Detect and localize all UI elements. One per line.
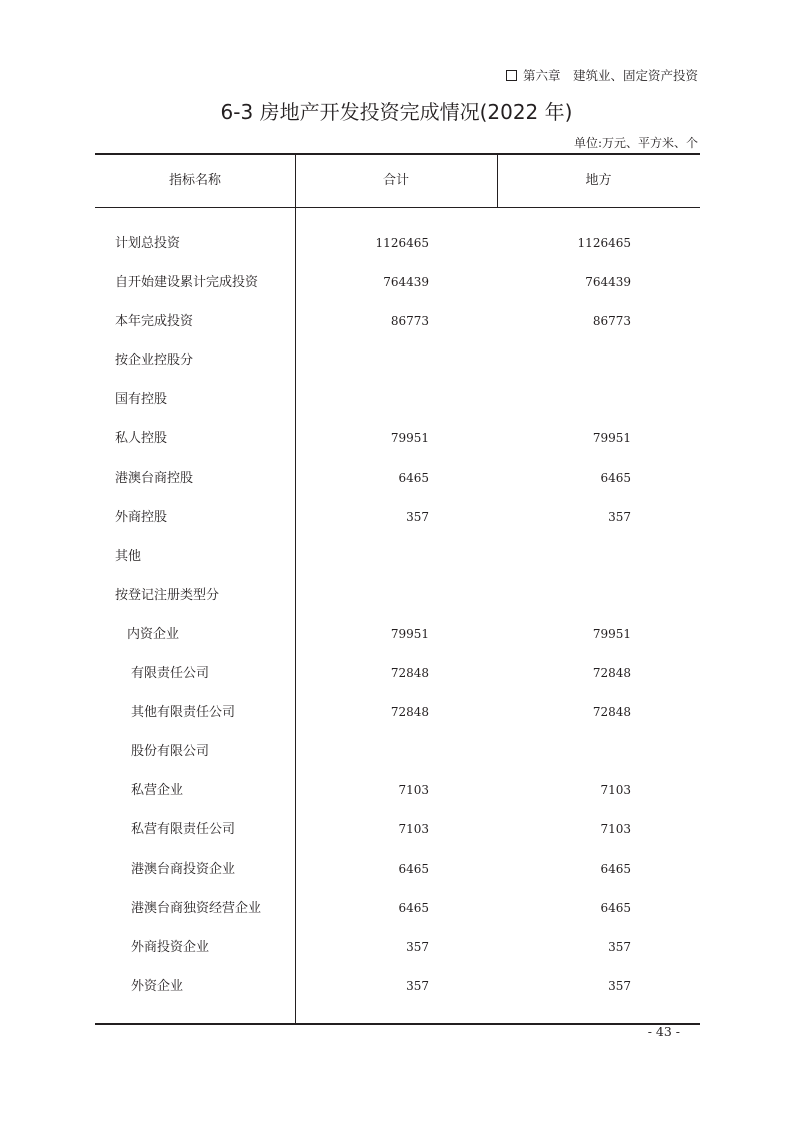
unit-note: 单位:万元、平方米、个 bbox=[573, 136, 698, 150]
table-row bbox=[95, 263, 700, 302]
row-local-value: 357 bbox=[608, 978, 631, 993]
row-label: 港澳台商控股 bbox=[115, 470, 194, 486]
row-label: 股份有限公司 bbox=[131, 744, 210, 760]
row-total-value: 357 bbox=[406, 939, 429, 954]
row-local-value: 764439 bbox=[585, 275, 631, 290]
row-total-value: 7103 bbox=[398, 783, 429, 798]
table-row bbox=[95, 889, 700, 928]
row-total-value: 86773 bbox=[390, 314, 429, 329]
row-label: 港澳台商投资企业 bbox=[131, 861, 236, 877]
row-local-value: 7103 bbox=[600, 822, 631, 837]
table-body bbox=[95, 224, 700, 1006]
table-row bbox=[95, 498, 700, 537]
row-local-value: 79951 bbox=[592, 626, 631, 641]
table-row bbox=[95, 341, 700, 380]
table-row bbox=[95, 654, 700, 693]
table-row bbox=[95, 224, 700, 263]
data-table bbox=[95, 153, 700, 1025]
table-row bbox=[95, 380, 700, 419]
row-total-value: 6465 bbox=[398, 900, 429, 915]
row-label: 计划总投资 bbox=[115, 236, 181, 251]
row-label: 外商投资企业 bbox=[131, 939, 210, 955]
row-label: 其他有限责任公司 bbox=[131, 705, 236, 721]
table-row bbox=[95, 850, 700, 889]
row-label: 自开始建设累计完成投资 bbox=[115, 275, 259, 291]
row-label: 私营企业 bbox=[131, 783, 184, 799]
row-label: 按企业控股分 bbox=[115, 353, 194, 369]
row-total-value: 7103 bbox=[398, 822, 429, 837]
table-row bbox=[95, 693, 700, 732]
row-label: 私人控股 bbox=[115, 431, 168, 447]
row-total-value: 6465 bbox=[398, 861, 429, 876]
table-row bbox=[95, 537, 700, 576]
row-label: 国有控股 bbox=[115, 392, 168, 408]
row-total-value: 357 bbox=[406, 509, 429, 524]
row-local-value: 86773 bbox=[592, 314, 631, 329]
row-label: 按登记注册类型分 bbox=[115, 587, 220, 603]
table-row bbox=[95, 576, 700, 615]
column-header-total: 合计 bbox=[382, 173, 409, 188]
row-total-value: 357 bbox=[406, 978, 429, 993]
chapter-header bbox=[506, 66, 698, 84]
row-label: 其他 bbox=[115, 548, 142, 564]
row-total-value: 79951 bbox=[390, 626, 429, 641]
square-bullet-icon bbox=[506, 70, 517, 81]
row-total-value: 72848 bbox=[390, 666, 429, 681]
row-total-value: 79951 bbox=[390, 431, 429, 446]
table-bottom-rule bbox=[95, 1023, 700, 1025]
table-row bbox=[95, 732, 700, 771]
row-label: 外商控股 bbox=[115, 509, 168, 525]
row-label: 内资企业 bbox=[127, 626, 180, 642]
table-row bbox=[95, 810, 700, 849]
page-title: 6-3 房地产开发投资完成情况(2022 年) bbox=[220, 100, 573, 124]
row-local-value: 79951 bbox=[592, 431, 631, 446]
row-label: 有限责任公司 bbox=[131, 666, 210, 682]
row-local-value: 1126465 bbox=[577, 236, 631, 250]
page-number: - 43 - bbox=[647, 1024, 680, 1039]
table-row bbox=[95, 771, 700, 810]
row-local-value: 6465 bbox=[600, 861, 631, 876]
row-total-value: 6465 bbox=[398, 470, 429, 485]
row-local-value: 357 bbox=[608, 509, 631, 524]
column-header-indicator: 指标名称 bbox=[168, 173, 221, 188]
table-row bbox=[95, 928, 700, 967]
table-row bbox=[95, 967, 700, 1006]
column-header-local: 地方 bbox=[585, 173, 612, 188]
row-total-value: 764439 bbox=[383, 275, 429, 290]
row-local-value: 7103 bbox=[600, 783, 631, 798]
table-row bbox=[95, 302, 700, 341]
row-total-value: 1126465 bbox=[375, 236, 429, 250]
row-local-value: 72848 bbox=[592, 705, 631, 720]
row-total-value: 72848 bbox=[390, 705, 429, 720]
row-label: 港澳台商独资经营企业 bbox=[131, 900, 262, 916]
row-label: 外资企业 bbox=[131, 978, 184, 994]
row-local-value: 6465 bbox=[600, 900, 631, 915]
row-label: 本年完成投资 bbox=[115, 314, 194, 330]
row-local-value: 6465 bbox=[600, 470, 631, 485]
row-label: 私营有限责任公司 bbox=[131, 822, 236, 838]
row-local-value: 72848 bbox=[592, 666, 631, 681]
table-row bbox=[95, 615, 700, 654]
table-row bbox=[95, 419, 700, 458]
chapter-header-text: 第六章 建筑业、固定资产投资 bbox=[522, 68, 698, 83]
row-local-value: 357 bbox=[608, 939, 631, 954]
table-row bbox=[95, 459, 700, 498]
